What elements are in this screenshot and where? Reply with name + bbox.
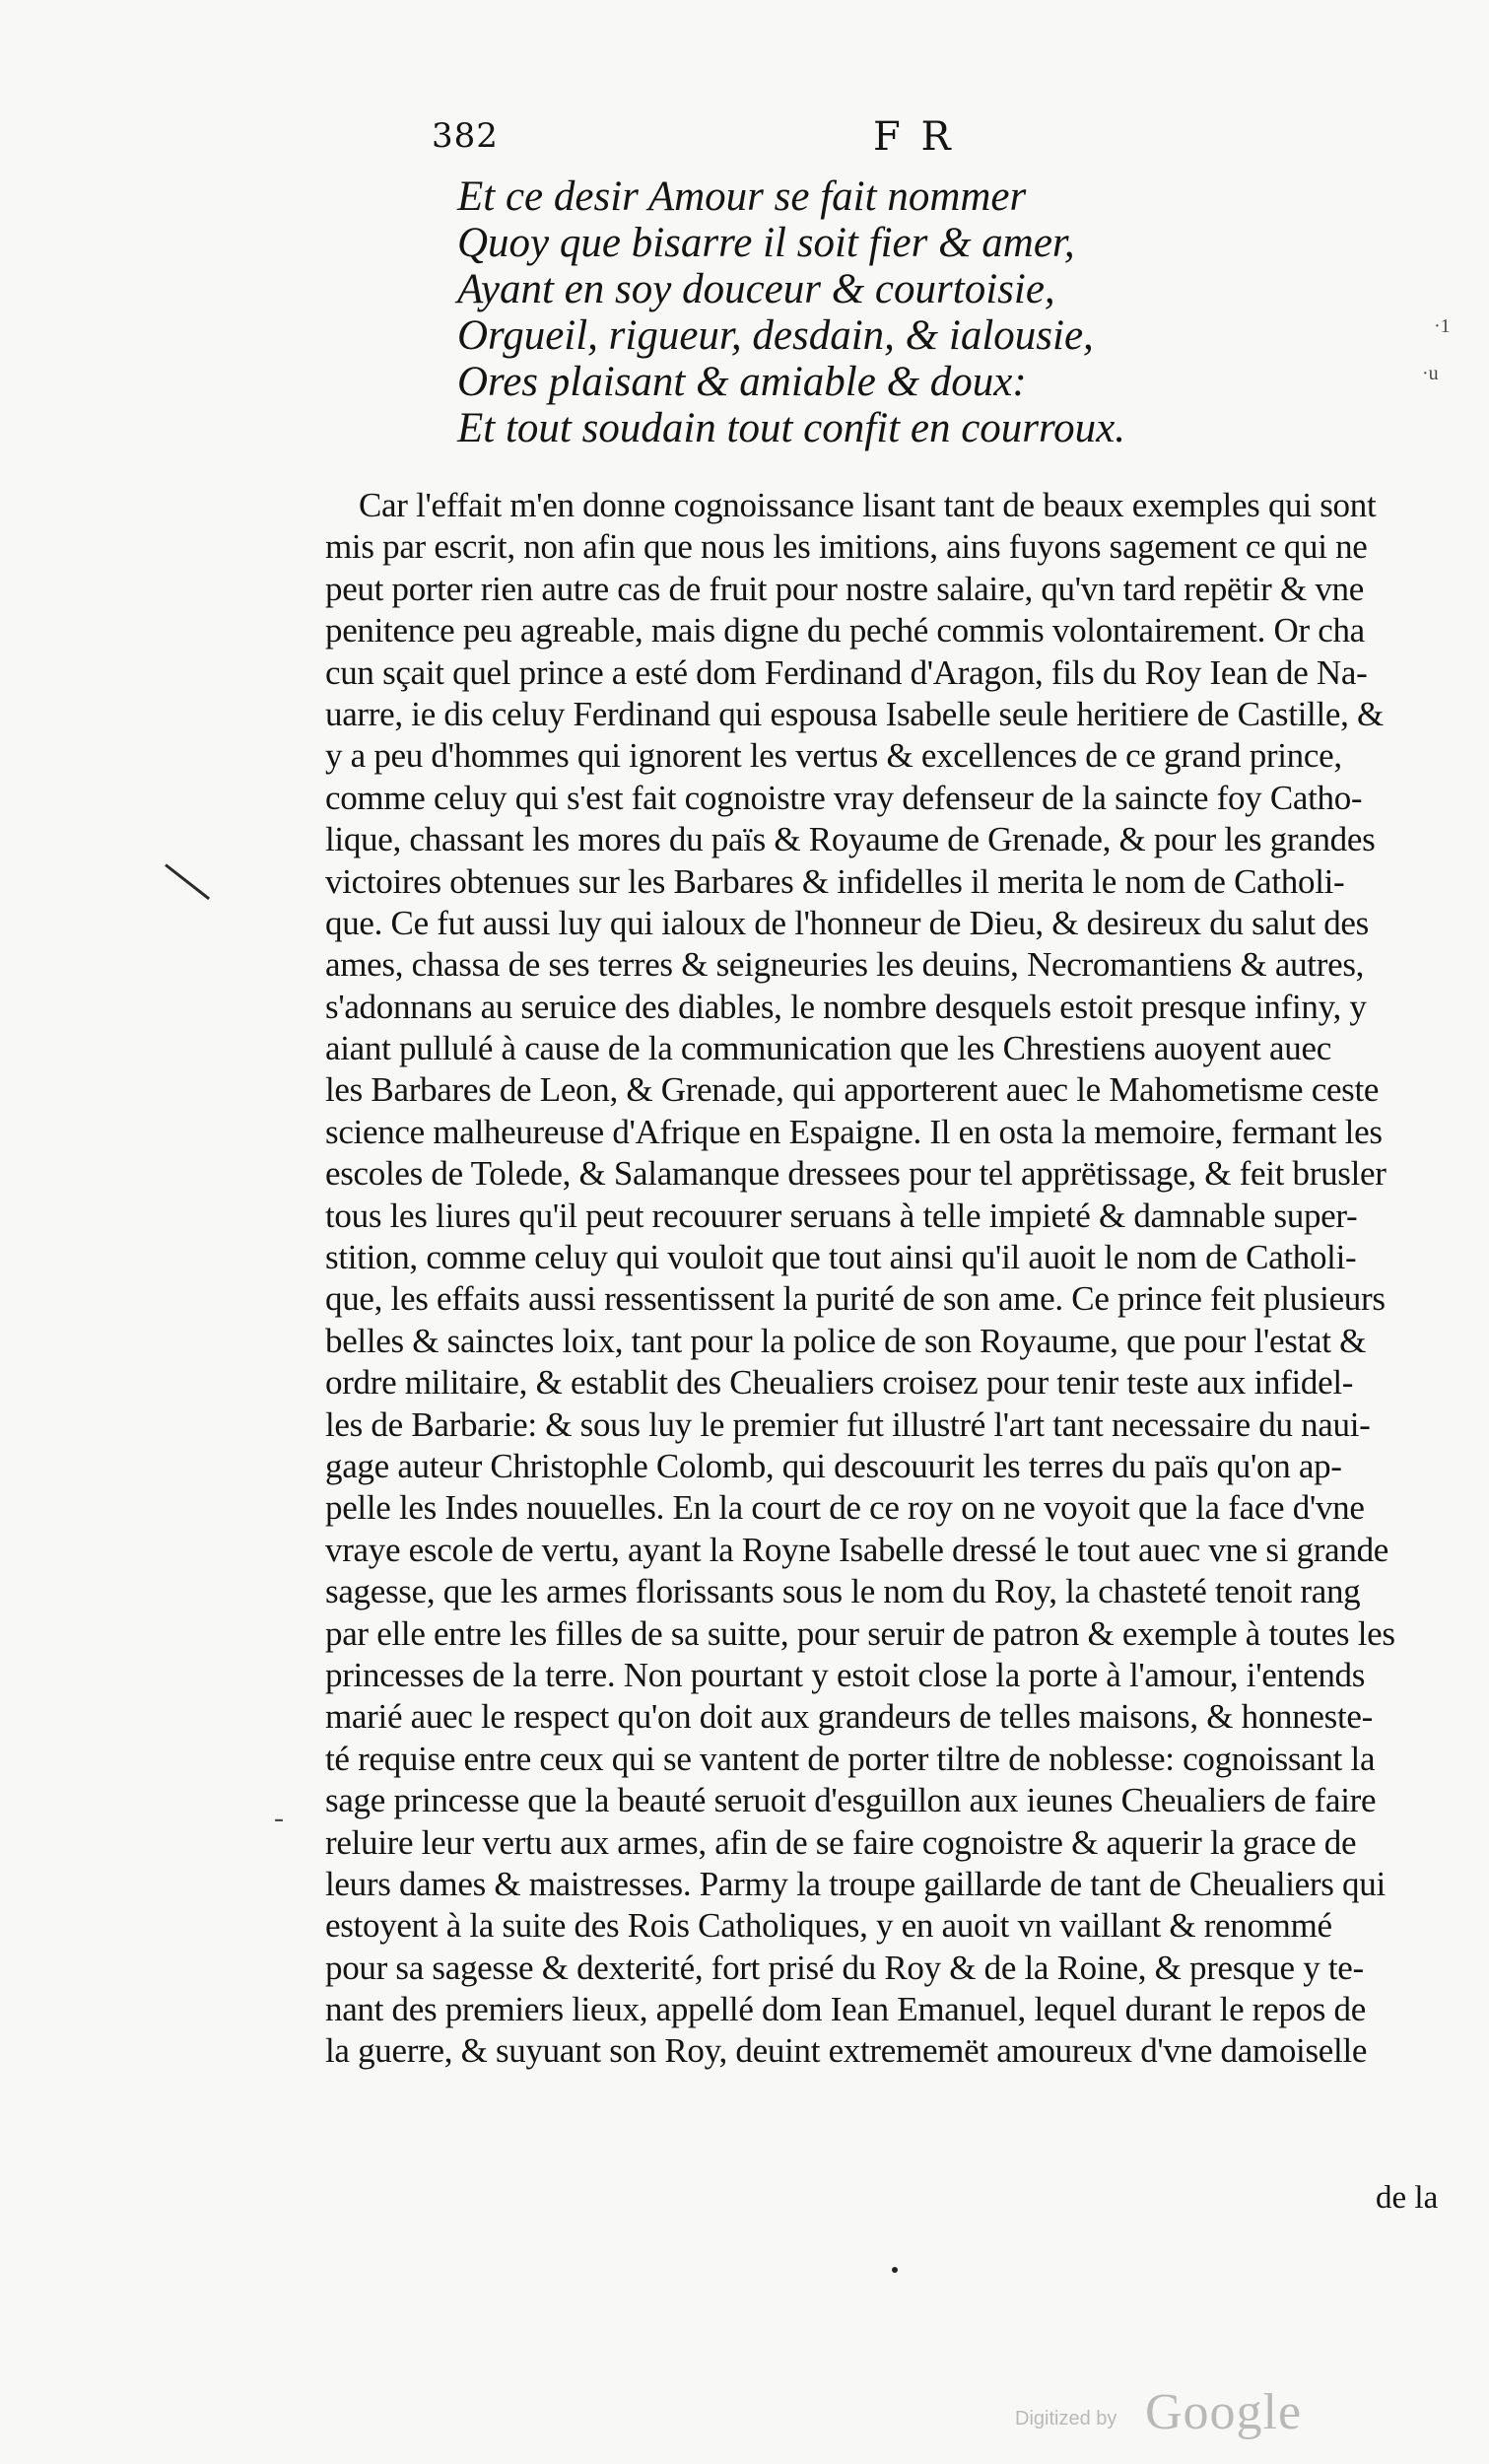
prose-line: ames, chassa de ses terres & seigneuries les deuins, Necromantiens & autres,: [325, 945, 1365, 985]
verse-line: Quoy que bisarre il soit fier & amer,: [457, 220, 1075, 266]
prose-line: pelle les Indes nouuelles. En la court de ce roy on ne voyoit que la face d'vne: [325, 1488, 1365, 1528]
prose-line: lique, chassant les mores du païs & Royaume de Grenade, & pour les grandes: [325, 820, 1376, 859]
verse-line: Orgueil, rigueur, desdain, & ialousie,: [457, 312, 1094, 359]
margin-mark: ·1: [1434, 315, 1451, 337]
prose-line: science malheureuse d'Afrique en Espaigne. Il en osta la memoire, fermant les: [325, 1112, 1383, 1151]
prose-line: vraye escole de vertu, ayant la Royne Isabelle dressé le tout auec vne si grande: [325, 1530, 1389, 1569]
margin-mark: -: [274, 1802, 284, 1834]
prose-line: té requise entre ceux qui se vantent de porter tiltre de noblesse: cognoissant la: [325, 1739, 1376, 1778]
prose-line: Car l'effait m'en donne cognoissance lisant tant de beaux exemples qui sont: [359, 486, 1377, 524]
prose-line: les de Barbarie: & sous luy le premier fut illustré l'art tant necessaire du naui-: [325, 1404, 1371, 1444]
prose-line: s'adonnans au seruice des diables, le nombre desquels estoit presque infiny, y: [325, 987, 1367, 1026]
prose-line: reluire leur vertu aux armes, afin de se faire cognoistre & aquerir la grace de: [325, 1822, 1357, 1862]
prose-line: y a peu d'hommes qui ignorent les vertus & excellences de ce grand prince,: [325, 736, 1342, 776]
margin-mark: ·u: [1422, 363, 1439, 384]
page-header: [0, 116, 1489, 166]
prose-line: ordre militaire, & establit des Cheualiers croisez pour tenir teste aux infidel-: [325, 1363, 1354, 1403]
prose-line: mis par escrit, non afin que nous les imitions, ains fuyons sagement ce qui ne: [325, 527, 1368, 567]
prose-line: princesses de la terre. Non pourtant y estoit close la porte à l'amour, i'entends: [325, 1655, 1366, 1694]
prose-line: victoires obtenues sur les Barbares & infidelles il merita le nom de Catholi-: [325, 861, 1345, 901]
catchword: de la: [1376, 2180, 1439, 2216]
prose-line: belles & sainctes loix, tant pour la police de son Royaume, que pour l'estat &: [325, 1321, 1366, 1360]
verse-stanza: [457, 173, 1167, 451]
prose-line: peut porter rien autre cas de fruit pour nostre salaire, qu'vn tard repëtir & vne: [325, 569, 1364, 608]
prose-line: aiant pullulé à cause de la communication que les Chrestiens auoyent auec: [325, 1029, 1331, 1068]
prose-line: les Barbares de Leon, & Grenade, qui apporterent auec le Mahometisme ceste: [325, 1070, 1380, 1110]
verse-line: Ores plaisant & amiable & doux:: [457, 359, 1027, 405]
prose-line: sagesse, que les armes florissants sous le nom du Roy, la chasteté tenoit rang: [325, 1572, 1361, 1611]
stray-ink-mark: [165, 863, 210, 900]
prose-line: uarre, ie dis celuy Ferdinand qui espousa Isabelle seule heritiere de Castille, &: [325, 694, 1384, 733]
prose-line: cun sçait quel prince a esté dom Ferdinand d'Aragon, fils du Roy Iean de Na-: [325, 652, 1368, 692]
prose-line: pour sa sagesse & dexterité, fort prisé du Roy & de la Roine, & presque y te-: [325, 1948, 1364, 1987]
prose-line: comme celuy qui s'est fait cognoistre vray defenseur de la saincte foy Catho-: [325, 778, 1363, 817]
prose-line: nant des premiers lieux, appellé dom Iean Emanuel, lequel durant le repos de: [325, 1990, 1366, 2029]
prose-line: escoles de Tolede, & Salamanque dressees pour tel apprëtissage, & feit brusler: [325, 1154, 1387, 1194]
prose-line: la guerre, & suyuant son Roy, deuint extrememët amoureux d'vne damoiselle: [325, 2031, 1368, 2071]
prose-line: stition, comme celuy qui vouloit que tout ainsi qu'il auoit le nom de Catholi-: [325, 1238, 1357, 1277]
stray-ink-dot: [892, 2267, 898, 2273]
prose-line: tous les liures qu'il peut recouurer seruans à telle impieté & damnable super-: [325, 1196, 1358, 1235]
digitization-watermark: [1015, 2383, 1330, 2442]
prose-line: estoyent à la suite des Rois Catholiques, y en auoit vn vaillant & renommé: [325, 1906, 1332, 1946]
prose-line: que. Ce fut aussi luy qui ialoux de l'honneur de Dieu, & desireux du salut des: [325, 903, 1369, 942]
google-logo: Google: [1145, 2384, 1303, 2440]
prose-line: leurs dames & maistresses. Parmy la troupe gaillarde de tant de Cheualiers qui: [325, 1864, 1386, 1903]
prose-line: par elle entre les filles de sa suitte, pour seruir de patron & exemple à toutes les: [325, 1613, 1395, 1653]
prose-line: marié auec le respect qu'on doit aux grandeurs de telles maisons, & honneste-: [325, 1697, 1373, 1737]
prose-paragraph: [325, 485, 1460, 2073]
prose-line: sage princesse que la beauté seruoit d'esguillon aux ieunes Cheualiers de faire: [325, 1781, 1377, 1820]
page-number: 382: [432, 116, 499, 156]
prose-line: que, les effaits aussi ressentissent la purité de son ame. Ce prince feit plusieurs: [325, 1279, 1386, 1319]
prose-line: gage auteur Christophle Colomb, qui descouurit les terres du païs qu'on ap-: [325, 1446, 1342, 1485]
verse-line: Et ce desir Amour se fait nommer: [457, 173, 1027, 220]
running-head: F R: [873, 114, 955, 160]
prose-line: penitence peu agreable, mais digne du peché commis volontairement. Or cha: [325, 611, 1365, 650]
verse-line: Et tout soudain tout confit en courroux.: [457, 405, 1125, 451]
verse-line: Ayant en soy douceur & courtoisie,: [457, 266, 1055, 312]
watermark-prefix: Digitized by: [1015, 2408, 1117, 2430]
